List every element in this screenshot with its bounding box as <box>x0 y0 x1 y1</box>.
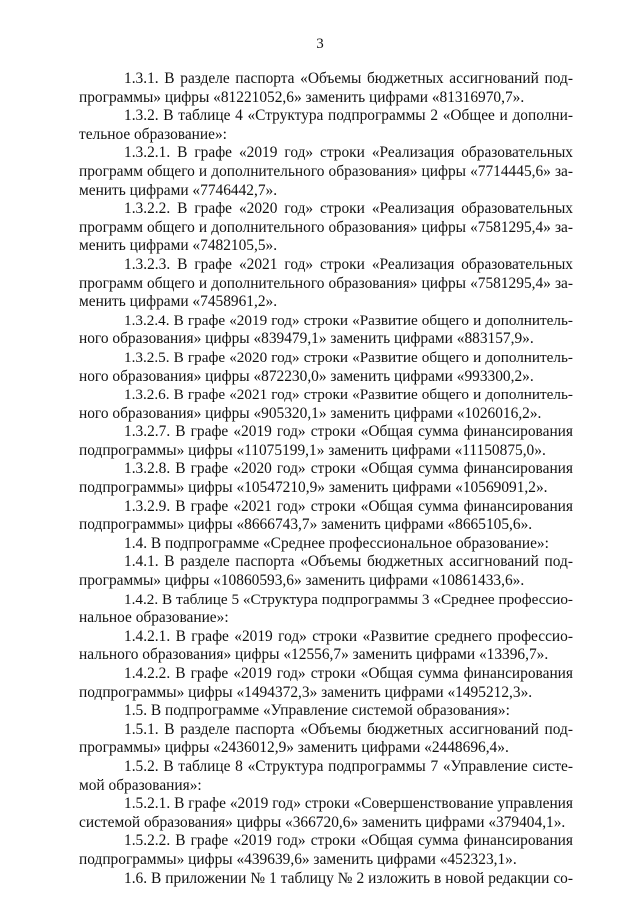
text-line: 1.4.2.2. В графе «2019 год» строки «Общая сумма финансирования <box>124 665 573 682</box>
text-line: 1.3.2.3. В графе «2021 год» строки «Реализация образовательных <box>124 255 573 273</box>
text-line: подпрограммы» цифры «439639,6» заменить цифрами «452323,1». <box>79 850 517 868</box>
text-line: 1.5. В подпрограмме «Управление системой образования»: <box>124 702 510 720</box>
text-line: 1.6. В приложении № 1 таблицу № 2 изложить в новой редакции со- <box>124 869 573 887</box>
text-line: мой образования»: <box>79 776 202 794</box>
text-line: 1.3.2.2. В графе «2020 год» строки «Реализация образовательных <box>124 200 573 218</box>
text-line: 1.4. В подпрограмме «Среднее профессиональное образование»: <box>124 534 549 552</box>
text-line: нального образования» цифры «12556,7» заменить цифрами «13396,7». <box>79 646 549 664</box>
text-line: 1.3.2.5. В графе «2020 год» строки «Развитие общего и дополнитель- <box>124 348 573 366</box>
page-number: 3 <box>316 36 324 52</box>
text-line: 1.3.2.8. В графе «2020 год» строки «Общая сумма финансирования <box>124 460 573 478</box>
text-line: подпрограммы» цифры «8666743,7» заменить цифрами «8665105,6». <box>79 516 533 534</box>
text-line: нальное образование»: <box>79 609 229 627</box>
text-line: ного образования» цифры «905320,1» заменить цифрами «1026016,2». <box>79 404 542 422</box>
text-line: программы» цифры «81221052,6» заменить цифрами «81316970,7». <box>79 88 525 106</box>
text-line: программы» цифры «10860593,6» заменить цифрами «10861433,6». <box>79 572 525 590</box>
text-line: программ общего и дополнительного образования» цифры «7714445,6» за- <box>79 162 573 180</box>
text-line: 1.3.2. В таблице 4 «Структура подпрограммы 2 «Общее и дополни- <box>124 107 573 125</box>
text-line: программ общего и дополнительного образования» цифры «7581295,4» за- <box>79 274 573 292</box>
text-line: 1.3.2.9. В графе «2021 год» строки «Общая сумма финансирования <box>124 497 573 515</box>
text-line: 1.5.2. В таблице 8 «Структура подпрограммы 7 «Управление систе- <box>124 757 573 775</box>
text-line: менить цифрами «7458961,2». <box>79 293 278 311</box>
text-line: программы» цифры «2436012,9» заменить цифрами «2448696,4». <box>79 739 509 757</box>
text-line: 1.4.2.1. В графе «2019 год» строки «Развитие среднего профессио- <box>124 627 573 645</box>
text-line: системой образования» цифры «366720,6» заменить цифрами «379404,1». <box>79 813 566 831</box>
text-line: менить цифрами «7746442,7». <box>79 181 278 199</box>
text-line: 1.3.1. В разделе паспорта «Объемы бюджетных ассигнований под- <box>124 70 573 87</box>
text-line: 1.3.2.7. В графе «2019 год» строки «Общая сумма финансирования <box>124 423 573 441</box>
document-body <box>79 70 573 888</box>
text-line: ного образования» цифры «839479,1» заменить цифрами «883157,9». <box>79 330 534 348</box>
text-line: программ общего и дополнительного образования» цифры «7581295,4» за- <box>79 218 573 236</box>
text-line: 1.5.1. В разделе паспорта «Объемы бюджетных ассигнований под- <box>124 720 573 738</box>
text-line: 1.4.2. В таблице 5 «Структура подпрограммы 3 «Среднее профессио- <box>124 590 573 608</box>
text-line: 1.4.1. В разделе паспорта «Объемы бюджетных ассигнований под- <box>124 553 573 571</box>
text-line: подпрограммы» цифры «10547210,9» заменить цифрами «10569091,2». <box>79 479 548 497</box>
text-line: тельное образование»: <box>79 125 227 143</box>
text-line: 1.3.2.4. В графе «2019 год» строки «Развитие общего и дополнитель- <box>124 311 573 329</box>
text-line: 1.3.2.1. В графе «2019 год» строки «Реализация образовательных <box>124 144 573 162</box>
text-line: 1.3.2.6. В графе «2021 год» строки «Развитие общего и дополнитель- <box>124 386 573 404</box>
text-line: подпрограммы» цифры «1494372,3» заменить цифрами «1495212,3». <box>79 683 533 701</box>
text-line: 1.5.2.2. В графе «2019 год» строки «Общая сумма финансирования <box>124 832 573 850</box>
text-line: подпрограммы» цифры «11075199,1» заменить цифрами «11150875,0». <box>79 441 546 459</box>
text-line: 1.5.2.1. В графе «2019 год» строки «Совершенствование управления <box>124 795 573 813</box>
text-line: ного образования» цифры «872230,0» заменить цифрами «993300,2». <box>79 367 534 385</box>
text-line: менить цифрами «7482105,5». <box>79 237 278 255</box>
